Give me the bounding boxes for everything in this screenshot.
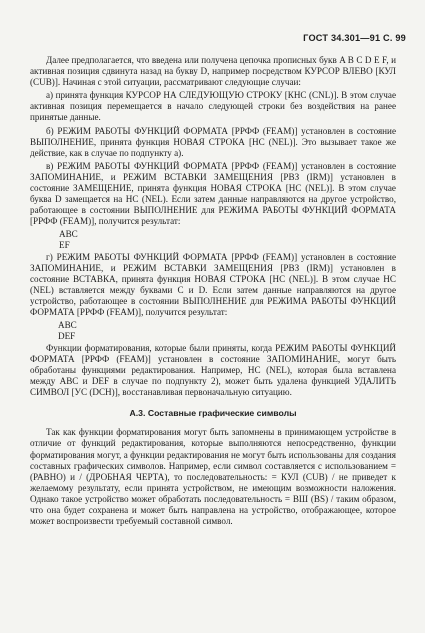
example-line: EF [59, 239, 70, 250]
document-body [30, 55, 396, 529]
case-d-paragraph: г) РЕЖИМ РАБОТЫ ФУНКЦИЙ ФОРМАТА [РРФФ (FEAM)] установлен в состояние ЗАПОМИНАНИЕ, и РЕЖИМ ВСТАВКИ ЗАМЕЩЕНИЯ [РВЗ (IRM)] установлен в состояние ВСТАВКА, принята функция НОВАЯ СТРОКА [НС (NEL)]. В этом случае НС (NEL) вставляется между буквами С и D. Если затем данные направляются на другое устройство, работающее в состоянии ВЫПОЛНЕНИЕ для РЕЖИМА РАБОТЫ ФУНКЦИЙ ФОРМАТА [РРФФ (FEAM)], получится результат: [30, 251, 396, 318]
page-header: ГОСТ 34.301—91 С. 99 [303, 33, 406, 43]
case-b-paragraph: б) РЕЖИМ РАБОТЫ ФУНКЦИЙ ФОРМАТА [РРФФ (FEAM)] установлен в состояние ВЫПОЛНЕНИЕ, принята функция НОВАЯ СТРОКА [НС (NEL)]. Это вызывает такое же действие, как в случае по подпункту а). [30, 125, 396, 158]
section-paragraph: Так как функции форматирования могут быть запомнены в принимающем устройстве в отличие от функций редактирования, которые выполняются непосредственно, функции форматирования могут, а функции редактирования не могут быть использованы для создания составных графических символов. Например, если символ составляется с использованием = (РАВНО) и / (ДРОБНАЯ ЧЕРТА), то последовательность: = КУЛ (CUB) / не приведет к желаемому результату, если принята устройством, не имеющим возможности наложения. Однако такое устройство может обработать последовательность = ВШ (BS) / таким образом, что она будет сохранена и может быть направлена на устройство, отображающее, которое может воспроизвести требуемый составной символ. [30, 427, 396, 527]
case-a-paragraph: а) принята функция КУРСОР НА СЛЕДУЮЩУЮ СТРОКУ [КНС (CNL)]. В этом случае активная позиция перемещается в начало следующей строки без воздействия на ранее принятые данные. [30, 90, 396, 123]
case-c-paragraph: в) РЕЖИМ РАБОТЫ ФУНКЦИЙ ФОРМАТА [РРФФ (FEAM)] установлен в состояние ЗАПОМИНАНИЕ, и РЕЖИМ ВСТАВКИ ЗАМЕЩЕНИЯ [РВЗ (IRM)] установлен в состояние ЗАМЕЩЕНИЕ, принята функция НОВАЯ СТРОКА [НС (NEL)]. В этом случае буква D замещается на НС (NEL). Если затем данные направляются на другое устройство, работающее в состоянии ВЫПОЛНЕНИЕ для РЕЖИМА РАБОТЫ ФУНКЦИЙ ФОРМАТА [РРФФ (FEAM)], получится результат: [30, 160, 396, 227]
example-result-1 [30, 229, 396, 249]
example-line: ABC [58, 320, 77, 331]
formatting-paragraph: Функции форматирования, которые были приняты, когда РЕЖИМ РАБОТЫ ФУНКЦИЙ ФОРМАТА [РРФФ (FEAM)] установлен в состояние ЗАПОМИНАНИЕ, могут быть обработаны функциями редактирования. Например, НС (NEL), которая была вставлена между ABC и DEF в случае по подпункту 2), может быть удалена функцией УДАЛИТЬ СИМВОЛ [УС (DCH)], восстанавливая первоначальную ситуацию. [30, 342, 396, 398]
example-result-2 [30, 320, 396, 340]
example-line: ABC [59, 229, 78, 240]
example-line: DEF [58, 330, 76, 341]
section-title: А.3. Составные графические символы [129, 408, 297, 419]
intro-paragraph: Далее предполагается, что введена или получена цепочка прописных букв A B C D E F, и активная позиция сдвинута назад на букву D, например посредством КУРСОР ВЛЕВО [КУЛ (CUB)]. Начиная с этой ситуации, рассматривают следующие случаи: [30, 55, 396, 88]
